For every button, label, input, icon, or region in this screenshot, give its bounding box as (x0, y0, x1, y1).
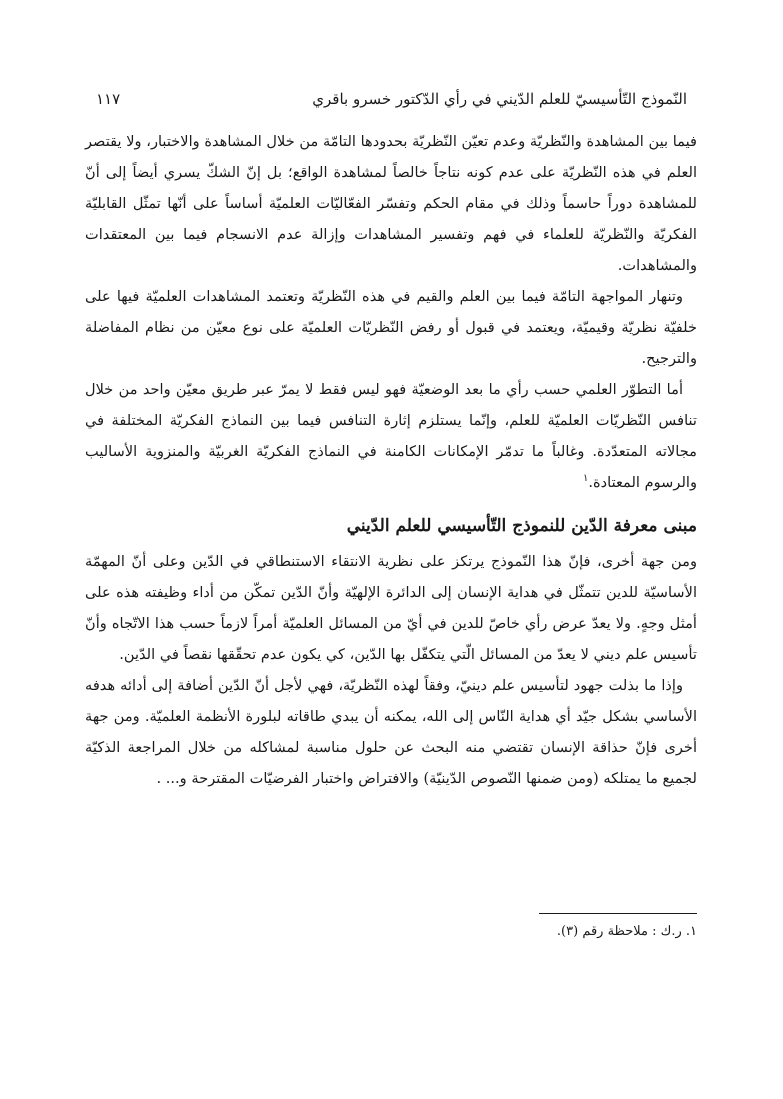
running-header (96, 86, 687, 112)
paragraph-1: فيما بين المشاهدة والنّظريّة وعدم تعيّن النّظريّة بحدودها التامّة من خلال المشاهدة والاختبار، ولا يقتصر العلم في هذه النّظريّة على عدم كونه نتاجاً خالصاً لمشاهدة الواقع؛ بل إنّ الشكّ يسري أيضاً إلى أنّ للمشاهدة دوراً حاسماً وذلك في مقام الحكم وتفسّر الفعّاليّات العلميّة أساساً على أنّها تمثّل القابليّة الفكريّة والنّظريّة للعلماء في فهم وتفسير المشاهدات وإزالة عدم الانسجام فيما بين المعتقدات والمشاهدات. (85, 133, 697, 274)
footnote-divider (539, 913, 697, 914)
footnote: ١. ر.ك : ملاحظة رقم (٣). (556, 924, 697, 939)
section-paragraph-2: وإذا ما بذلت جهود لتأسيس علم دينيّ، وفقاً لهذه النّظريّة، فهي لأجل أنّ الدّين أضافة إلى أدائه هدفه الأساسي بشكل جيّد أي هداية النّاس إلى الله، يمكنه أن يبدي طاقاته لبلورة الأنظمة العلميّة. ومن جهة أخرى فإنّ حذاقة الإنسان تقتضي منه البحث عن حلول مناسبة لمشاكله من خلال المراجعة الذكيّة لجميع ما يمتلكه (ومن ضمنها النّصوص الدّينيّة) والافتراض واختبار الفرضيّات المقترحة و... . (85, 677, 697, 787)
page-number: ١١٧ (96, 90, 121, 108)
section-paragraph-1: ومن جهة أخرى، فإنّ هذا النّموذج يرتكز على نظرية الانتقاء الاستنطاقي في الدّين وعلى أنّ المهمّة الأساسيّة للدين تتمثّل في هداية الإنسان إلى الدائرة الإلهيّة وأنّ الدّين تمكّن من أداء وظيفته هذه على أمثل وجهٍ. ولا يعدّ عرض رأي خاصّ للدين في أيّ من المسائل العلميّة أمراً لازماً حسب هذا الاتّجاه وأنّ تأسيس علم ديني لا يعدّ من المسائل الّتي يتكفّل بها الدّين، كي يكون عدم تحقّقها نقصاً في الدّين. (85, 553, 697, 663)
paragraph-2: وتنهار المواجهة التامّة فيما بين العلم والقيم في هذه النّظريّة وتعتمد المشاهدات العلميّة فيها على خلفيّة نظريّة وقيميّة، ويعتمد في قبول أو رفض النّظريّات العلميّة على نوع معيّن من نظام المفاضلة والترجيح. (85, 288, 697, 367)
body-text (85, 126, 697, 794)
paragraph-3 (85, 374, 697, 498)
section-heading: مبنى معرفة الدّين للنموذج التّأسيسي للعلم الدّيني (346, 516, 697, 536)
running-header-title: النّموذج التّأسيسيّ للعلم الدّيني في رأي الدّكتور خسرو باقري (312, 90, 687, 108)
paragraph-3-text: أما التطوّر العلمي حسب رأي ما بعد الوضعيّة فهو ليس فقط لا يمرّ عبر طريق معيّن واحد من خلال تنافس النّظريّات العلميّة للعلم، وإنّما يستلزم إثارة التنافس فيما بين النماذج الفكريّة المختلفة في مجالاته المتعدّدة. وغالباً ما تدمّر الإمكانات الكامنة في النماذج الفكريّة الغربيّة والمنزوية الأساليب والرسوم المعتادة. (85, 381, 697, 491)
footnote-marker: ١ (582, 473, 589, 485)
